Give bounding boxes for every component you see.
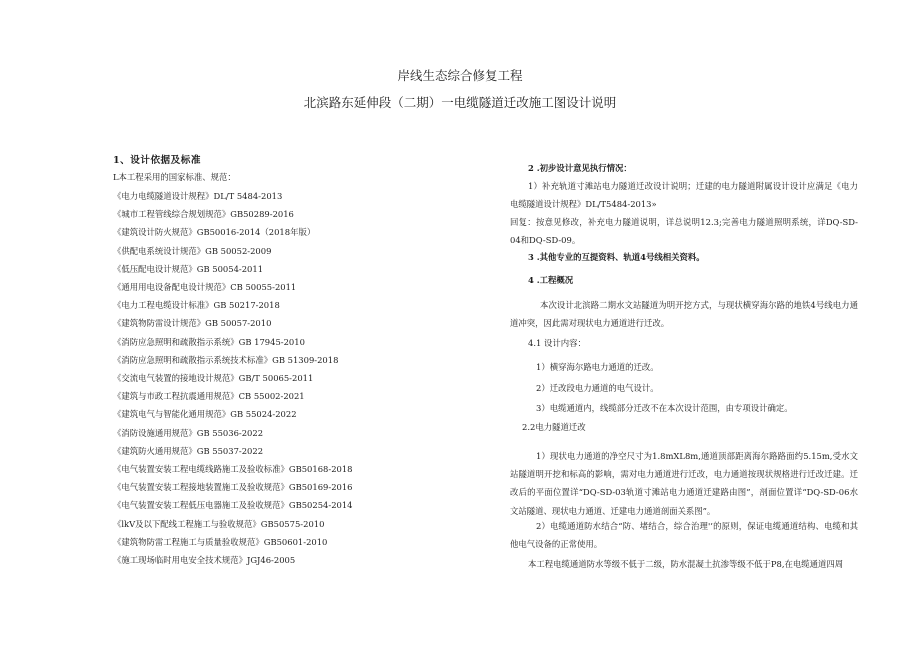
standard-item: 《电力工程电缆设计标准》GB 50217-2018	[113, 300, 280, 311]
standard-item: 《消防应急照明和疏散指示系统》GB 17945-2010	[113, 336, 305, 347]
standards-intro: L本工程采用的国家标准、规范：	[113, 172, 236, 182]
section-3-heading: 3 .其他专业的互提资料、轨道4号线相关资料。	[528, 252, 705, 262]
section-2-2-heading: 2.2电力隧道迁改	[522, 422, 586, 432]
standard-item: 《lkV及以下配线工程施工与验收规范》GB50575-2010	[113, 518, 325, 529]
section-4-paragraph: 本次设计北滨路二期水文站隧道为明开挖方式，与现状横穿海尔路的地铁4号线电力通道冲突，因此需对现状电力通道进行迁改。	[510, 300, 858, 329]
standard-item: 《施工现场临时用电安全技术规范》JGJ46-2005	[113, 555, 296, 566]
section-2-heading: 2 .初步设计意见执行情况：	[528, 163, 632, 173]
document-subtitle: 北滨路东延伸段（二期）一电缆隧道迁改施工图设计说明	[303, 95, 617, 110]
standard-item: 《电气装置安装工程电缆线路施工及验收标准》GB50168-2018	[113, 464, 353, 475]
standard-item: 《电气装置安装工程接地装置施工及验收规范》GB50169-2016	[113, 482, 353, 493]
section-4-1-heading: 4.1 设计内容：	[528, 338, 586, 348]
standards-list	[113, 187, 453, 569]
design-content-item: 1）横穿海尔路电力通道的迁改。	[536, 362, 659, 372]
standard-item: 《建筑防火通用规范》GB 55037-2022	[113, 445, 264, 456]
standard-item: 《建筑物防雷工程施工与质量验收规范》GB50601-2010	[113, 536, 328, 547]
standard-item: 《建筑电气与智能化通用规范》GB 55024-2022	[113, 409, 297, 420]
standard-item: 《建筑与市政工程抗震通用规范》CB 55002-2021	[113, 391, 305, 402]
standard-item: 《电气装置安装工程低压电器施工及验收规范》GB50254-2014	[113, 500, 353, 511]
section-1-heading: 1、设计依据及标准	[113, 155, 201, 166]
standard-item: 《消防应急照明和疏散指示系统技术标准》GB 51309-2018	[113, 354, 339, 365]
section-2-2-paragraph-3: 本工程电缆通道防水等级不低于二级，防水混凝土抗渗等级不低于P8,在电缆通道四周	[528, 559, 844, 569]
standard-item: 《建筑物防雷设计规范》GB 50057-2010	[113, 318, 272, 329]
document-title: 岸线生态综合修复工程	[397, 68, 523, 83]
section-4-heading: 4 .工程概况	[528, 275, 574, 285]
standard-item: 《消防设施通用规范》GB 55036-2022	[113, 427, 264, 438]
standard-item: 《通用用电设备配电设计规范》CB 50055-2011	[113, 282, 297, 293]
left-column	[113, 152, 453, 569]
design-content-item: 2）迁改段电力通道的电气设计。	[536, 383, 659, 393]
standard-item: 《交流电气装置的接地设计规范》GB/T 50065-2011	[113, 373, 314, 384]
standard-item: 《城市工程管线综合规划规范》GB50289-2016	[113, 209, 294, 220]
standard-item: 《供配电系统设计规范》GB 50052-2009	[113, 245, 272, 256]
section-2-2-paragraph-2: 2）电缆通道防水结合“防、堵结合，综合治理'’的原则，保证电缆通道结构、电缆和其他电气设备的正常使用。	[510, 521, 858, 550]
standard-item: 《建筑设计防火规范》GB50016-2014（2018年版）	[113, 227, 316, 238]
section-2-2-paragraph-1: 1）现状电力通道的净空尺寸为1.8mXL8m,通道顶部距离海尔路路面约5.15m,受水文站隧道明开挖和标高的影响，需对电力通道进行迁改，电力通道按现状规格进行迁改迁建。迁改后的平面位置详“DQ-SD-03轨道寸滩站电力通道迁建路由图”，剖面位置详“DQ-SD-06水文站隧道、现状电力通道、迁建电力通道剖面关系图”。	[510, 451, 858, 516]
section-2-paragraph-1: 1）补充轨道寸滩站电力隧道迁改设计说明；迁建的电力隧道附属设计设计应满足《电力电缆隧道设计规程》DL/T5484-2013»	[510, 181, 858, 210]
section-2-paragraph-2: 回复：按意见修改，补充电力隧道说明，详总说明12.3;完善电力隧道照明系统，详DQ-SD-04和DQ-SD-09。	[510, 217, 858, 246]
standard-item: 《电力电缆隧道设计规程》DL/T 5484-2013	[113, 191, 283, 201]
standard-item: 《低压配电设计规范》GB 50054-2011	[113, 263, 264, 274]
design-content-item: 3）电缆通道内，线缆部分迁改不在本次设计范围，由专项设计确定。	[536, 403, 793, 413]
